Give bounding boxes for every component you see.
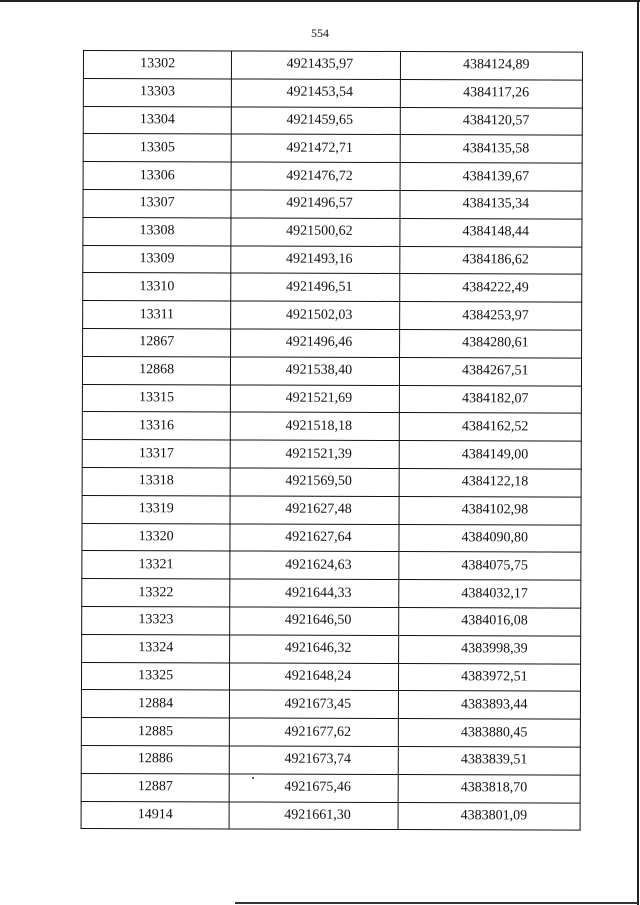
x-coordinate-cell: 4921435,97 <box>232 51 400 79</box>
x-coordinate-cell: 4921569,50 <box>230 468 398 496</box>
point-number-cell: 13324 <box>82 634 230 662</box>
point-number-cell: 13310 <box>83 273 231 301</box>
y-coordinate-cell: 4384135,34 <box>400 190 582 218</box>
y-coordinate-cell: 4384120,57 <box>400 107 582 135</box>
scan-edge-bottom <box>235 902 638 904</box>
point-number-cell: 13305 <box>83 134 231 162</box>
table-row <box>82 440 581 469</box>
x-coordinate-cell: 4921538,40 <box>231 357 399 385</box>
table-row <box>82 551 581 580</box>
x-coordinate-cell: 4921673,45 <box>230 690 398 718</box>
y-coordinate-cell: 4384222,49 <box>399 274 581 302</box>
x-coordinate-cell: 4921677,62 <box>230 718 398 746</box>
y-coordinate-cell: 4384182,07 <box>399 385 581 413</box>
x-coordinate-cell: 4921500,62 <box>231 218 399 246</box>
point-number-cell: 13302 <box>83 51 231 79</box>
x-coordinate-cell: 4921627,48 <box>230 496 398 524</box>
y-coordinate-cell: 4384102,98 <box>399 496 581 524</box>
x-coordinate-cell: 4921493,16 <box>231 246 399 274</box>
table-row <box>83 273 582 302</box>
point-number-cell: 13319 <box>82 495 230 523</box>
point-number-cell: 13315 <box>82 384 230 412</box>
table-row <box>82 384 581 413</box>
y-coordinate-cell: 4384032,17 <box>398 580 580 608</box>
table-row <box>82 579 581 608</box>
x-coordinate-cell: 4921648,24 <box>230 662 398 690</box>
point-number-cell: 13320 <box>82 523 230 551</box>
point-number-cell: 13309 <box>83 245 231 273</box>
x-coordinate-cell: 4921627,64 <box>230 524 398 552</box>
coordinates-table <box>81 50 583 831</box>
y-coordinate-cell: 4383801,09 <box>398 802 580 830</box>
point-number-cell: 13304 <box>83 106 231 134</box>
table-row <box>82 495 581 524</box>
table-row <box>81 690 580 719</box>
x-coordinate-cell: 4921476,72 <box>231 162 399 190</box>
point-number-cell: 14914 <box>81 801 229 829</box>
table-row <box>83 51 582 80</box>
x-coordinate-cell: 4921675,46 <box>229 774 397 802</box>
x-coordinate-cell: 4921472,71 <box>231 134 399 162</box>
y-coordinate-cell: 4384148,44 <box>400 218 582 246</box>
y-coordinate-cell: 4383880,45 <box>398 719 580 747</box>
table-row <box>83 217 582 246</box>
table-row <box>83 106 582 135</box>
x-coordinate-cell: 4921644,33 <box>230 579 398 607</box>
table-row <box>83 189 582 218</box>
x-coordinate-cell: 4921521,69 <box>231 385 399 413</box>
point-number-cell: 12867 <box>83 328 231 356</box>
scan-edge-top <box>0 0 640 2</box>
y-coordinate-cell: 4384162,52 <box>399 413 581 441</box>
x-coordinate-cell: 4921496,46 <box>231 329 399 357</box>
y-coordinate-cell: 4384075,75 <box>398 552 580 580</box>
x-coordinate-cell: 4921459,65 <box>232 107 400 135</box>
point-number-cell: 13316 <box>82 412 230 440</box>
point-number-cell: 13311 <box>83 301 231 329</box>
point-number-cell: 12885 <box>81 718 229 746</box>
y-coordinate-cell: 4384186,62 <box>399 246 581 274</box>
point-number-cell: 13323 <box>82 606 230 634</box>
y-coordinate-cell: 4384139,67 <box>400 163 582 191</box>
table-row <box>81 745 580 774</box>
y-coordinate-cell: 4384016,08 <box>398 607 580 635</box>
table-row <box>82 467 581 496</box>
point-number-cell: 12868 <box>82 356 230 384</box>
table-row <box>81 773 580 802</box>
table-row <box>82 356 581 385</box>
point-number-cell: 12887 <box>81 773 229 801</box>
table-row <box>83 301 582 330</box>
y-coordinate-cell: 4384117,26 <box>400 79 582 107</box>
point-number-cell: 13317 <box>82 440 230 468</box>
point-number-cell: 13318 <box>82 467 230 495</box>
table-row <box>81 718 580 747</box>
table-row <box>82 634 581 663</box>
table-row <box>82 606 581 635</box>
table-row <box>83 134 582 163</box>
x-coordinate-cell: 4921496,57 <box>231 190 399 218</box>
table-row <box>81 662 580 691</box>
point-number-cell: 13322 <box>82 579 230 607</box>
scan-speck <box>252 777 254 779</box>
scan-edge-right <box>637 0 639 905</box>
point-number-cell: 13308 <box>83 217 231 245</box>
table-row <box>83 328 582 357</box>
table-row <box>81 801 580 830</box>
point-number-cell: 13306 <box>83 162 231 190</box>
y-coordinate-cell: 4384267,51 <box>399 357 581 385</box>
y-coordinate-cell: 4384135,58 <box>400 135 582 163</box>
table-row <box>82 412 581 441</box>
table-row <box>82 523 581 552</box>
x-coordinate-cell: 4921502,03 <box>231 301 399 329</box>
point-number-cell: 13303 <box>83 78 231 106</box>
y-coordinate-cell: 4383818,70 <box>398 774 580 802</box>
y-coordinate-cell: 4384280,61 <box>399 329 581 357</box>
y-coordinate-cell: 4384090,80 <box>399 524 581 552</box>
y-coordinate-cell: 4383998,39 <box>398 635 580 663</box>
y-coordinate-cell: 4384124,89 <box>400 51 582 79</box>
table-row <box>83 162 582 191</box>
point-number-cell: 13325 <box>81 662 229 690</box>
x-coordinate-cell: 4921453,54 <box>232 79 400 107</box>
table-row <box>83 245 582 274</box>
x-coordinate-cell: 4921646,32 <box>230 635 398 663</box>
x-coordinate-cell: 4921661,30 <box>229 801 397 829</box>
coordinates-table-body <box>81 51 582 831</box>
x-coordinate-cell: 4921646,50 <box>230 607 398 635</box>
x-coordinate-cell: 4921518,18 <box>231 412 399 440</box>
x-coordinate-cell: 4921624,63 <box>230 551 398 579</box>
x-coordinate-cell: 4921673,74 <box>230 746 398 774</box>
point-number-cell: 13307 <box>83 189 231 217</box>
point-number-cell: 12884 <box>81 690 229 718</box>
point-number-cell: 13321 <box>82 551 230 579</box>
table-row <box>83 78 582 107</box>
y-coordinate-cell: 4383972,51 <box>398 663 580 691</box>
y-coordinate-cell: 4383839,51 <box>398 746 580 774</box>
page-number: 554 <box>311 26 329 40</box>
point-number-cell: 12886 <box>81 745 229 773</box>
y-coordinate-cell: 4384122,18 <box>399 468 581 496</box>
y-coordinate-cell: 4384149,00 <box>399 441 581 469</box>
x-coordinate-cell: 4921496,51 <box>231 273 399 301</box>
y-coordinate-cell: 4384253,97 <box>399 302 581 330</box>
y-coordinate-cell: 4383893,44 <box>398 691 580 719</box>
x-coordinate-cell: 4921521,39 <box>230 440 398 468</box>
